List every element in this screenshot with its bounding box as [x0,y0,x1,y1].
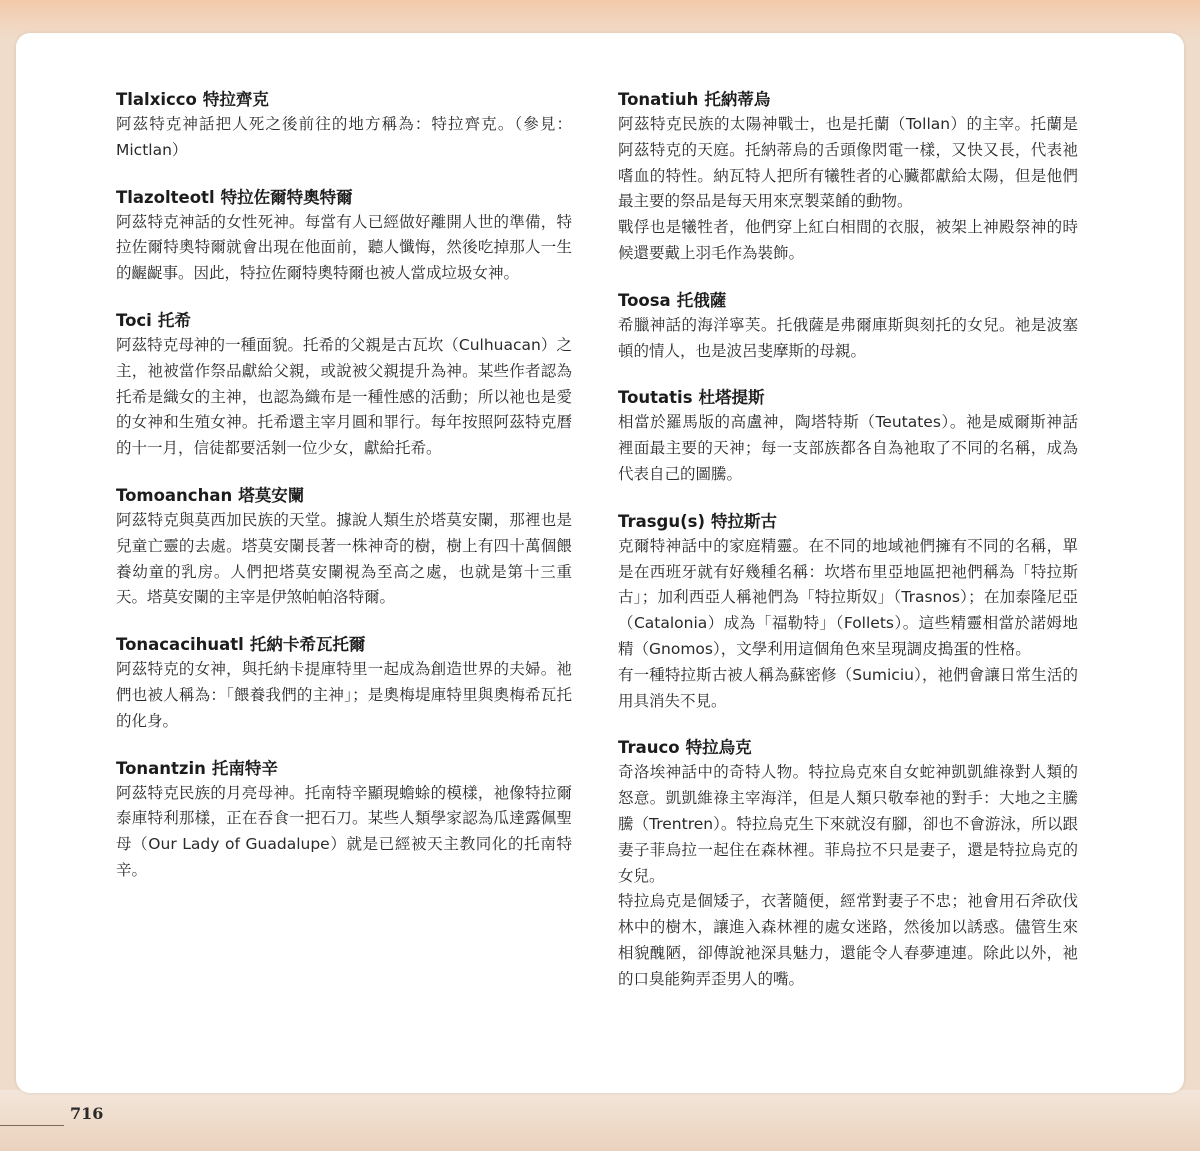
entry-chinese-name: 特拉斯古 [711,511,777,531]
entry-chinese-name: 特拉齊克 [202,90,269,109]
entry-paragraph: 克爾特神話中的家庭精靈。在不同的地域祂們擁有不同的名稱，單是在西班牙就有好幾種名稱：坎塔布里亞地區把祂們稱為「特拉斯古」；加利西亞人稱祂們為「特拉斯奴」（Trasnos）；在加泰隆尼亞（Catalonia）成為「福勒特」（Follets）。這些精靈相當於諾姆地精（Gnomos），文學利用這個角色來呈現調皮搗蛋的性格。 [618,536,1078,658]
left-column [116,88,572,884]
entry-chinese-name: 杜塔提斯 [698,388,765,408]
entry-title [116,88,572,112]
entry-chinese-name: 特拉佐爾特奧特爾 [220,187,353,207]
entry-latin-name: Trasgu(s) [618,511,705,531]
entry-chinese-name: 托南特辛 [211,758,278,778]
entry-paragraph: 阿茲特克的女神，與托納卡提庫特里一起成為創造世界的夫婦。祂們也被人稱為：「餵養我們的主神」；是奧梅堤庫特里與奧梅希瓦托的化身。 [116,660,572,730]
entry-title [116,484,572,508]
entry-chinese-name: 托希 [157,310,191,330]
entry-latin-name: Toosa [618,290,671,310]
entry-trauco [618,736,1078,992]
entry-tonatiuh [618,88,1078,267]
entry-latin-name: Tlazolteotl [116,187,215,207]
entry-latin-name: Toci [116,310,152,330]
entry-chinese-name: 特拉烏克 [685,738,752,758]
entry-paragraph: 相當於羅馬版的高盧神，陶塔特斯（Teutates）。祂是威爾斯神話裡面最主要的天神；每一支部族都各自為祂取了不同的名稱，成為代表自己的圖騰。 [618,413,1078,483]
entry-tonantzin [116,757,572,884]
entry-latin-name: Tonatiuh [618,90,699,109]
entry-paragraph: 阿茲特克神話的女性死神。每當有人已經做好離開人世的準備，特拉佐爾特奧特爾就會出現在他面前，聽人懺悔，然後吃掉那人一生的齷齪事。因此，特拉佐爾特奧特爾也被人當成垃圾女神。 [116,212,572,283]
entry-title [116,633,572,657]
entry-latin-name: Toutatis [618,388,693,408]
entry-chinese-name: 托納蒂烏 [704,90,771,109]
entry-trasgus [618,510,1078,715]
entry-paragraph: 阿茲特克神話把人死之後前往的地方稱為：特拉齊克。（參見： Mictlan） [116,115,572,159]
page-edge-bottom [0,1090,1200,1151]
entry-latin-name: Tonacacihuatl [116,635,244,655]
entry-title [618,386,1078,410]
entry-paragraph: 希臘神話的海洋寧芙。托俄薩是弗爾庫斯與刻托的女兒。祂是波塞頓的情人，也是波呂斐摩斯的母親。 [618,315,1078,360]
entry-chinese-name: 托俄薩 [676,290,727,310]
entry-title [116,186,572,210]
entry-toosa [618,289,1078,365]
entry-paragraph: 特拉烏克是個矮子，衣著隨便，經常對妻子不忠；祂會用石斧砍伐林中的樹木，讓進入森林裡的處女迷路，然後加以誘惑。儘管生來相貌醜陋，卻傳說祂深具魅力，還能令人春夢連連。除此以外，祂的口臭能夠弄歪男人的嘴。 [618,892,1078,988]
page-number-rule [0,1125,64,1126]
entry-title [116,757,572,781]
entry-latin-name: Tomoanchan [116,485,233,505]
entry-tonacacihuatl [116,633,572,734]
page-number: 716 [70,1104,104,1123]
entry-toutatis [618,386,1078,487]
entry-chinese-name: 托納卡希瓦托爾 [249,635,366,655]
entry-title [116,309,572,333]
entry-title [618,736,1078,760]
entry-paragraph: 阿茲特克民族的月亮母神。托南特辛顯現蟾蜍的模樣，祂像特拉爾泰庫特利那樣，正在吞食一把石刀。某些人類學家認為瓜達露佩聖母（Our Lady of Guadalupe）就是已經被天主教同化的托南特辛。 [116,783,572,879]
entry-toci [116,309,572,462]
right-column [618,88,1078,993]
entry-paragraph: 奇洛埃神話中的奇特人物。特拉烏克來自女蛇神凱凱維祿對人類的怒意。凱凱維祿主宰海洋，但是人類只敬奉祂的對手：大地之主騰騰（Trentren）。特拉烏克生下來就沒有腳，卻也不會游泳，所以跟妻子菲烏拉一起住在森林裡。菲烏拉不只是妻子，還是特拉烏克的女兒。 [618,763,1078,885]
entry-chinese-name: 塔莫安闌 [238,485,305,505]
entry-tomoanchan [116,484,572,611]
entry-title [618,289,1078,313]
entry-tlalxicco [116,88,572,164]
entry-latin-name: Tlalxicco [116,90,197,109]
entry-paragraph: 阿茲特克民族的太陽神戰士，也是托蘭（Tollan）的主宰。托蘭是阿茲特克的天庭。托納蒂烏的舌頭像閃電一樣，又快又長，代表祂嗜血的特性。納瓦特人把所有犧牲者的心臟都獻給太陽，但是他們最主要的祭品是每天用來烹製菜餚的動物。 [618,115,1078,211]
entry-paragraph: 阿茲特克母神的一種面貌。托希的父親是古瓦坎（Culhuacan）之主，祂被當作祭品獻給父親，或說被父親提升為神。某些作者認為托希是織女的主神，也認為織布是一種性感的活動；所以祂也是愛的女神和生殖女神。托希還主宰月圓和罪行。每年按照阿茲特克曆的十一月，信徒都要活剝一位少女，獻給托希。 [116,335,572,458]
entry-title [618,88,1078,112]
entry-latin-name: Trauco [618,738,680,758]
entry-paragraph: 阿茲特克與莫西加民族的天堂。據說人類生於塔莫安闌，那裡也是兒童亡靈的去處。塔莫安闌長著一株神奇的樹，樹上有四十萬個餵養幼童的乳房。人們把塔莫安闌視為至高之處，也就是第十三重天。塔莫安闌的主宰是伊煞帕帕洛特爾。 [116,510,572,607]
entry-latin-name: Tonantzin [116,758,206,778]
entry-tlazolteotl [116,186,572,287]
entry-paragraph: 有一種特拉斯古被人稱為蘇密修（Sumiciu），祂們會讓日常生活的用具消失不見。 [618,665,1078,710]
entry-title [618,510,1078,534]
entry-paragraph: 戰俘也是犧牲者，他們穿上紅白相間的衣服，被架上神殿祭神的時候還要戴上羽毛作為裝飾。 [618,218,1078,262]
